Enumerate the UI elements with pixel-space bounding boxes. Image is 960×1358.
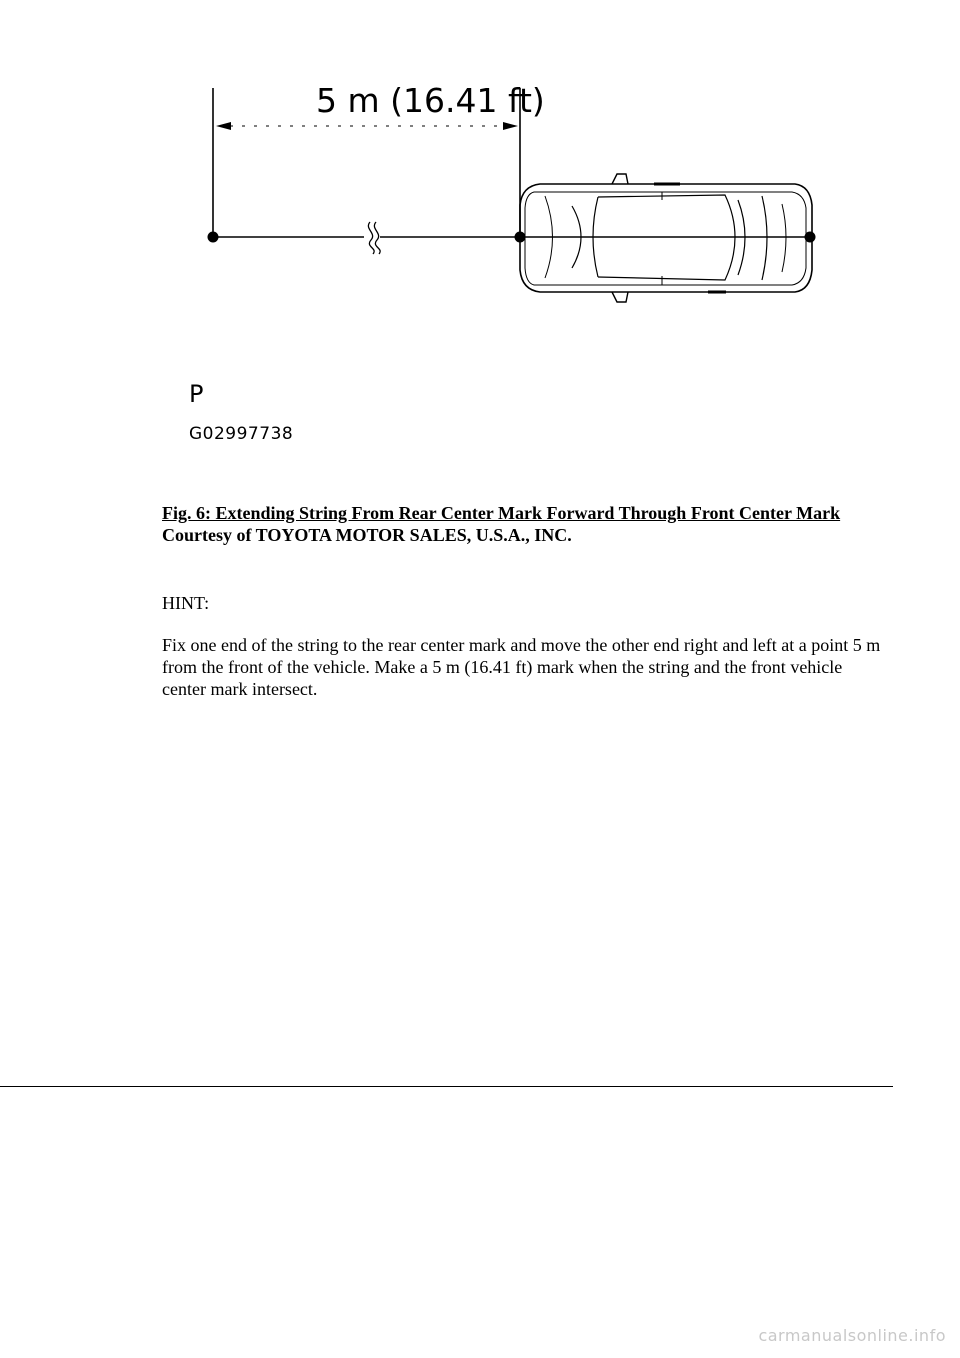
rear-end-point [208, 232, 219, 243]
caption [162, 503, 862, 546]
watermark: carmanualsonline.info [758, 1326, 946, 1345]
hint-label: HINT: [162, 593, 210, 613]
dimension-label: 5 m (16.41 ft) [316, 81, 545, 120]
figure [0, 0, 960, 470]
hint-text: Fix one end of the string to the rear center mark and move the other end right and left at a point 5 m from the front of the vehicle. Make a 5 m (16.41 ft) mark when the string and the front vehicle center mark intersect. [162, 635, 881, 699]
figure-label-p: P [189, 380, 204, 408]
vehicle-top-view [520, 174, 812, 302]
figure-code: G02997738 [189, 424, 294, 444]
rear-center-mark [805, 232, 816, 243]
figure-title-link[interactable]: Fig. 6: Extending String From Rear Center Mark Forward Through Front Center Mark [162, 503, 841, 523]
footer-divider [0, 1086, 893, 1087]
string-diagram [0, 0, 960, 470]
courtesy-line: Courtesy of TOYOTA MOTOR SALES, U.S.A., INC. [162, 525, 572, 545]
dimension-line [216, 122, 518, 130]
front-center-mark [515, 232, 526, 243]
break-mark [364, 222, 380, 254]
